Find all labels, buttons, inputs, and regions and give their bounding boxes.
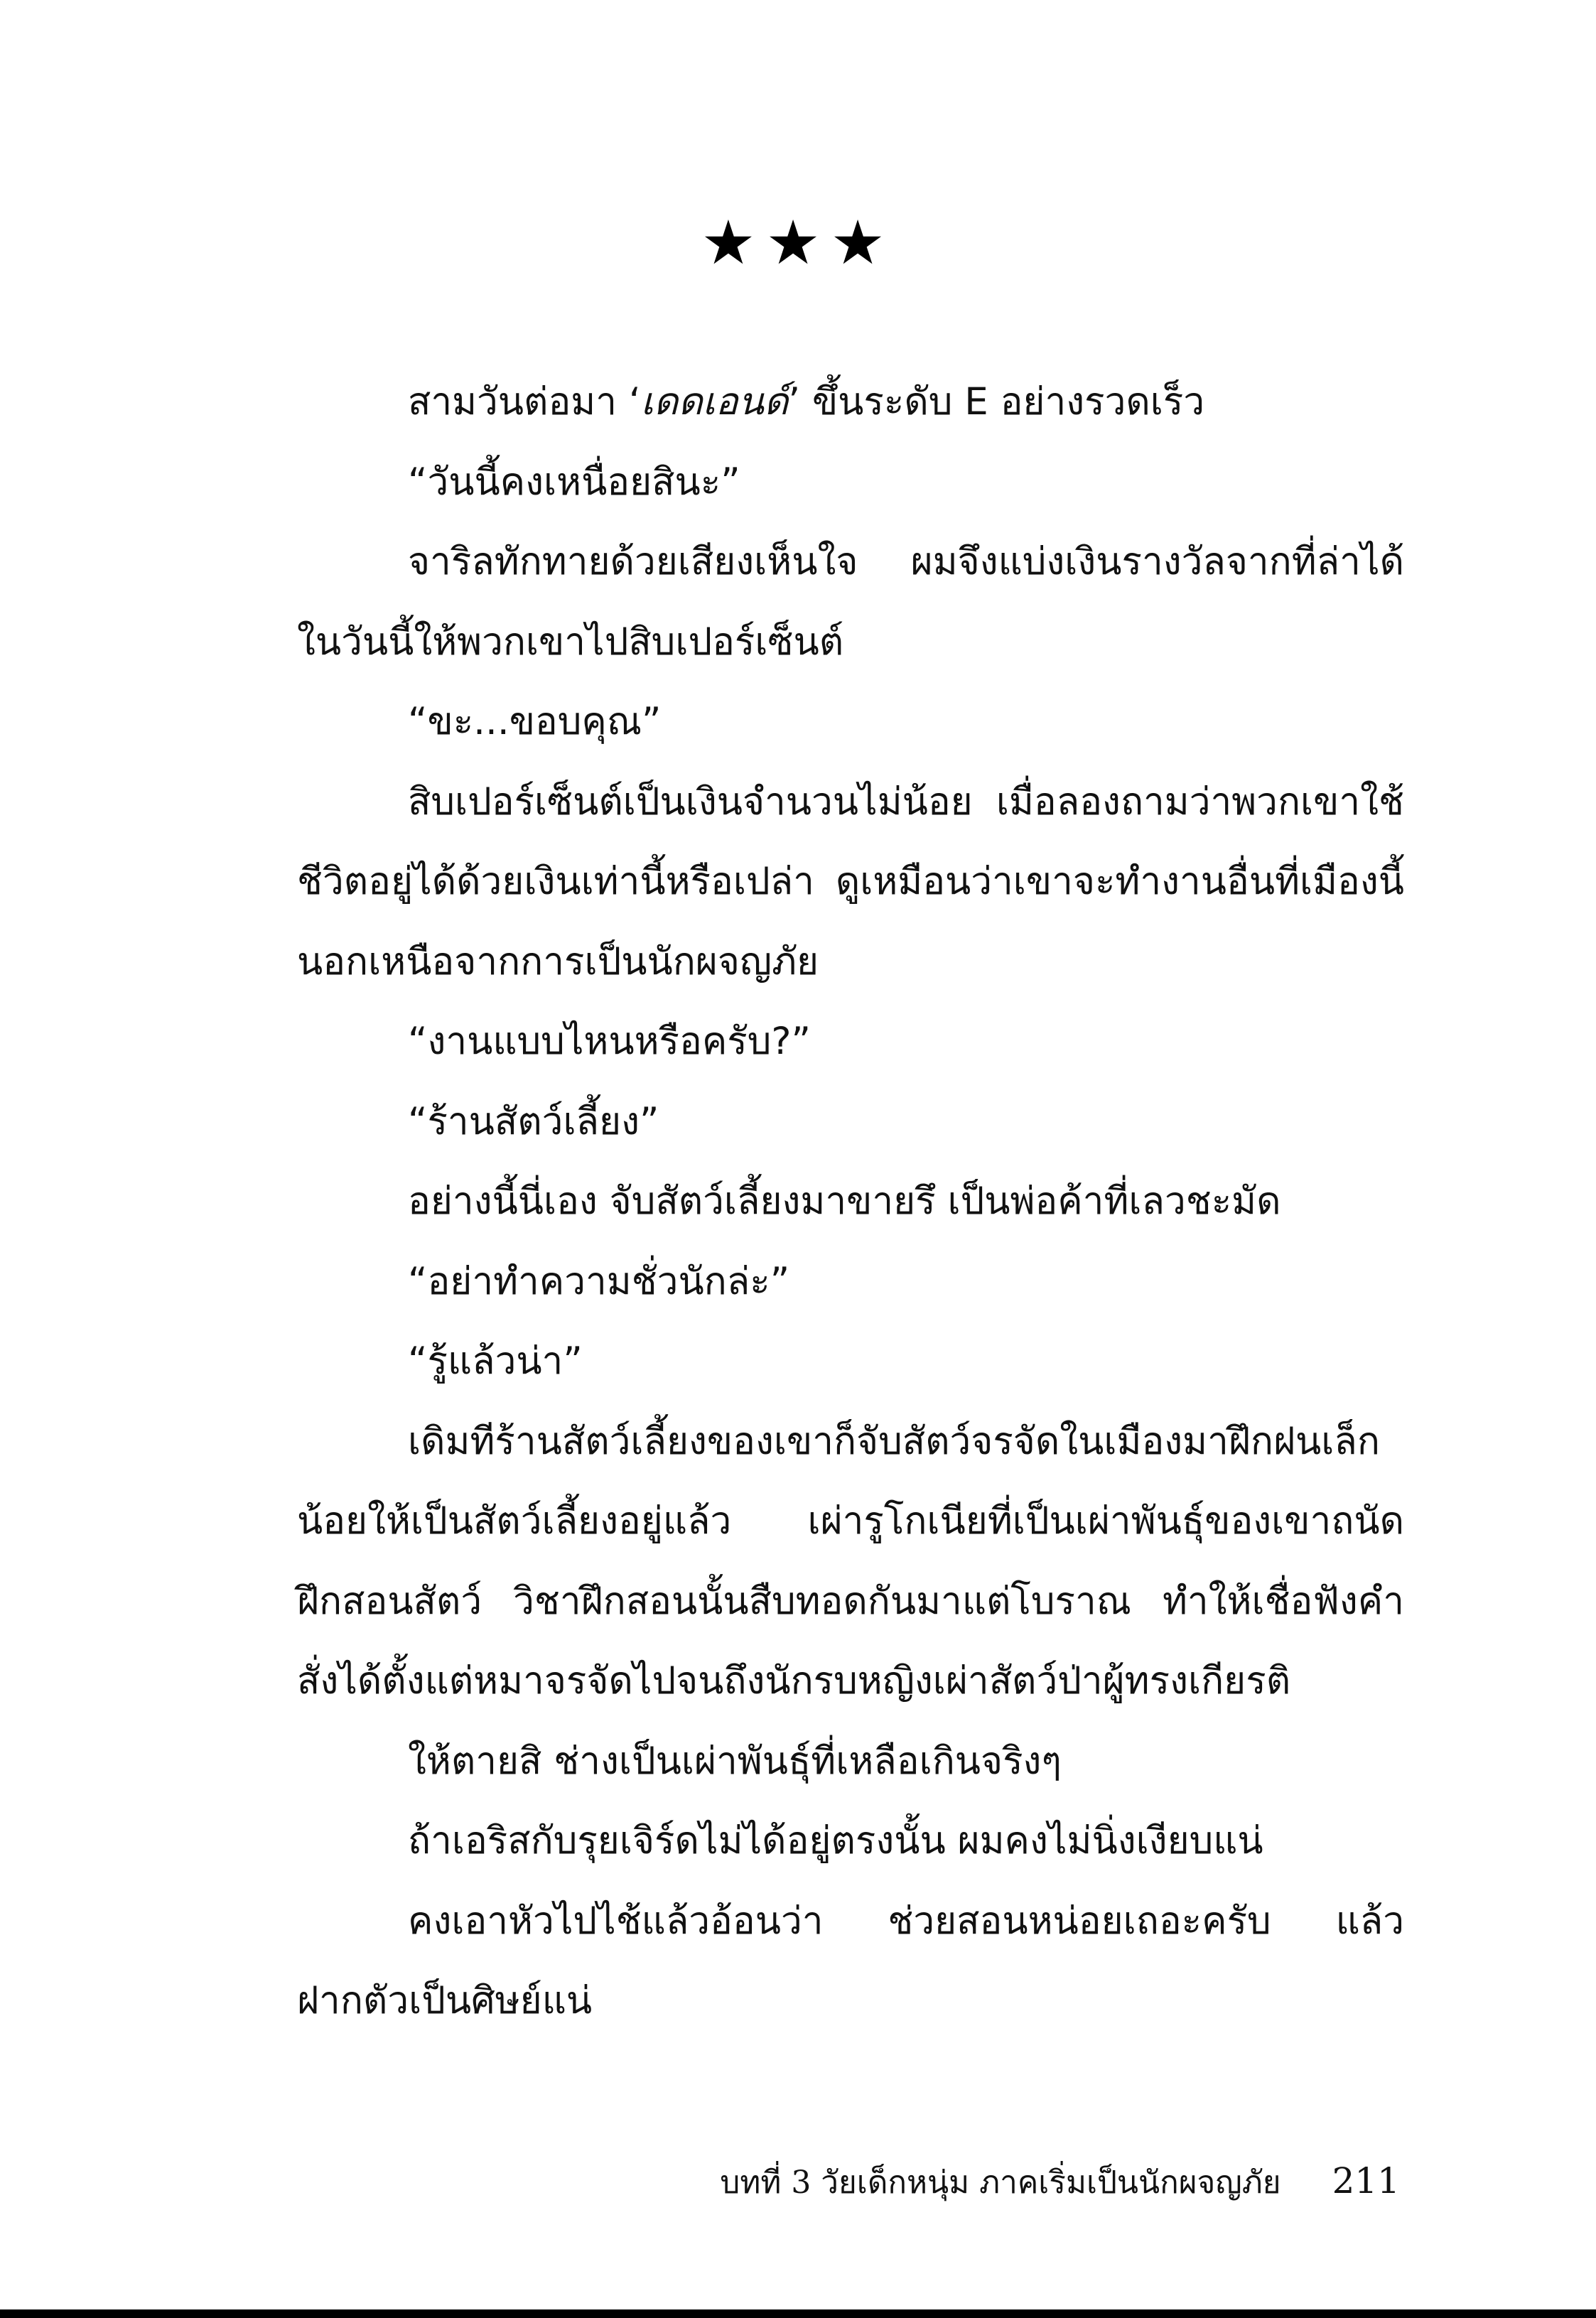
- paragraph-3: จาริลทักทายด้วยเสียงเห็นใจ ผมจึงแบ่งเงินรางวัลจากที่ล่าได้ในวันนี้ให้พวกเขาไปสิบเปอร์เซ็นต์: [297, 540, 1404, 664]
- paragraph-1: [297, 362, 1404, 443]
- running-title: บทที่ 3 วัยเด็กหนุ่ม ภาคเริ่มเป็นนักผจญภัย: [720, 2165, 1281, 2201]
- paragraph-7: “ร้านสัตว์เลี้ยง”: [408, 1099, 659, 1143]
- paragraph-10: “รู้แล้วน่า”: [408, 1339, 583, 1383]
- paragraph-13: ถ้าเอริสกับรุยเจิร์ดไม่ได้อยู่ตรงนั้น ผมคงไม่นิ่งเงียบแน่: [408, 1819, 1263, 1863]
- paragraph-5: สิบเปอร์เซ็นต์เป็นเงินจำนวนไม่น้อย เมื่อลองถามว่าพวกเขาใช้ชีวิตอยู่ได้ด้วยเงินเท่านี้หรือเปล่า ดูเหมือนว่าเขาจะทำงานอื่นที่เมืองนี้นอกเหนือจากการเป็นนักผจญภัย: [297, 780, 1404, 983]
- body-text: [297, 362, 1404, 2042]
- paragraph-9: “อย่าทำความชั่วนักล่ะ”: [408, 1259, 790, 1303]
- paragraph-12: ให้ตายสิ ช่างเป็นเผ่าพันธุ์ที่เหลือเกินจริงๆ: [408, 1739, 1062, 1783]
- page-footer: [720, 2156, 1400, 2208]
- title-emphasis: เดดเอนด์: [640, 380, 789, 424]
- scene-break-stars: ★★★: [701, 207, 895, 279]
- paragraph-1-rest: ’ ขึ้นระดับ E อย่างรวดเร็ว: [788, 380, 1205, 424]
- paragraph-11: เดิมทีร้านสัตว์เลี้ยงของเขาก็จับสัตว์จรจัดในเมืองมาฝึกฝนเล็กน้อยให้เป็นสัตว์เลี้ยงอยู่แล้ว เผ่ารูโกเนียที่เป็นเผ่าพันธุ์ของเขาถนัดฝึกสอนสัตว์ วิชาฝึกสอนนั้นสืบทอดกันมาแต่โบราณ ทำให้เชื่อฟังคำสั่งได้ตั้งแต่หมาจรจัดไปจนถึงนักรบหญิงเผ่าสัตว์ป่าผู้ทรงเกียรติ: [297, 1419, 1404, 1703]
- bottom-edge-rule: [0, 2309, 1596, 2318]
- page-number: 211: [1332, 2160, 1400, 2201]
- paragraph-4: “ขะ...ขอบคุณ”: [408, 700, 662, 743]
- paragraph-8: อย่างนี้นี่เอง จับสัตว์เลี้ยงมาขายรึ เป็นพ่อค้าที่เลวชะมัด: [408, 1180, 1281, 1223]
- paragraph-2: “วันนี้คงเหนื่อยสินะ”: [408, 460, 740, 504]
- paragraph-6: “งานแบบไหนหรือครับ?”: [408, 1020, 811, 1063]
- paragraph-14: คงเอาหัวไปไช้แล้วอ้อนว่า ช่วยสอนหน่อยเถอะครับ แล้วฝากตัวเป็นศิษย์แน่: [297, 1899, 1404, 2022]
- paragraph-1-lead: สามวันต่อมา ‘: [408, 380, 641, 424]
